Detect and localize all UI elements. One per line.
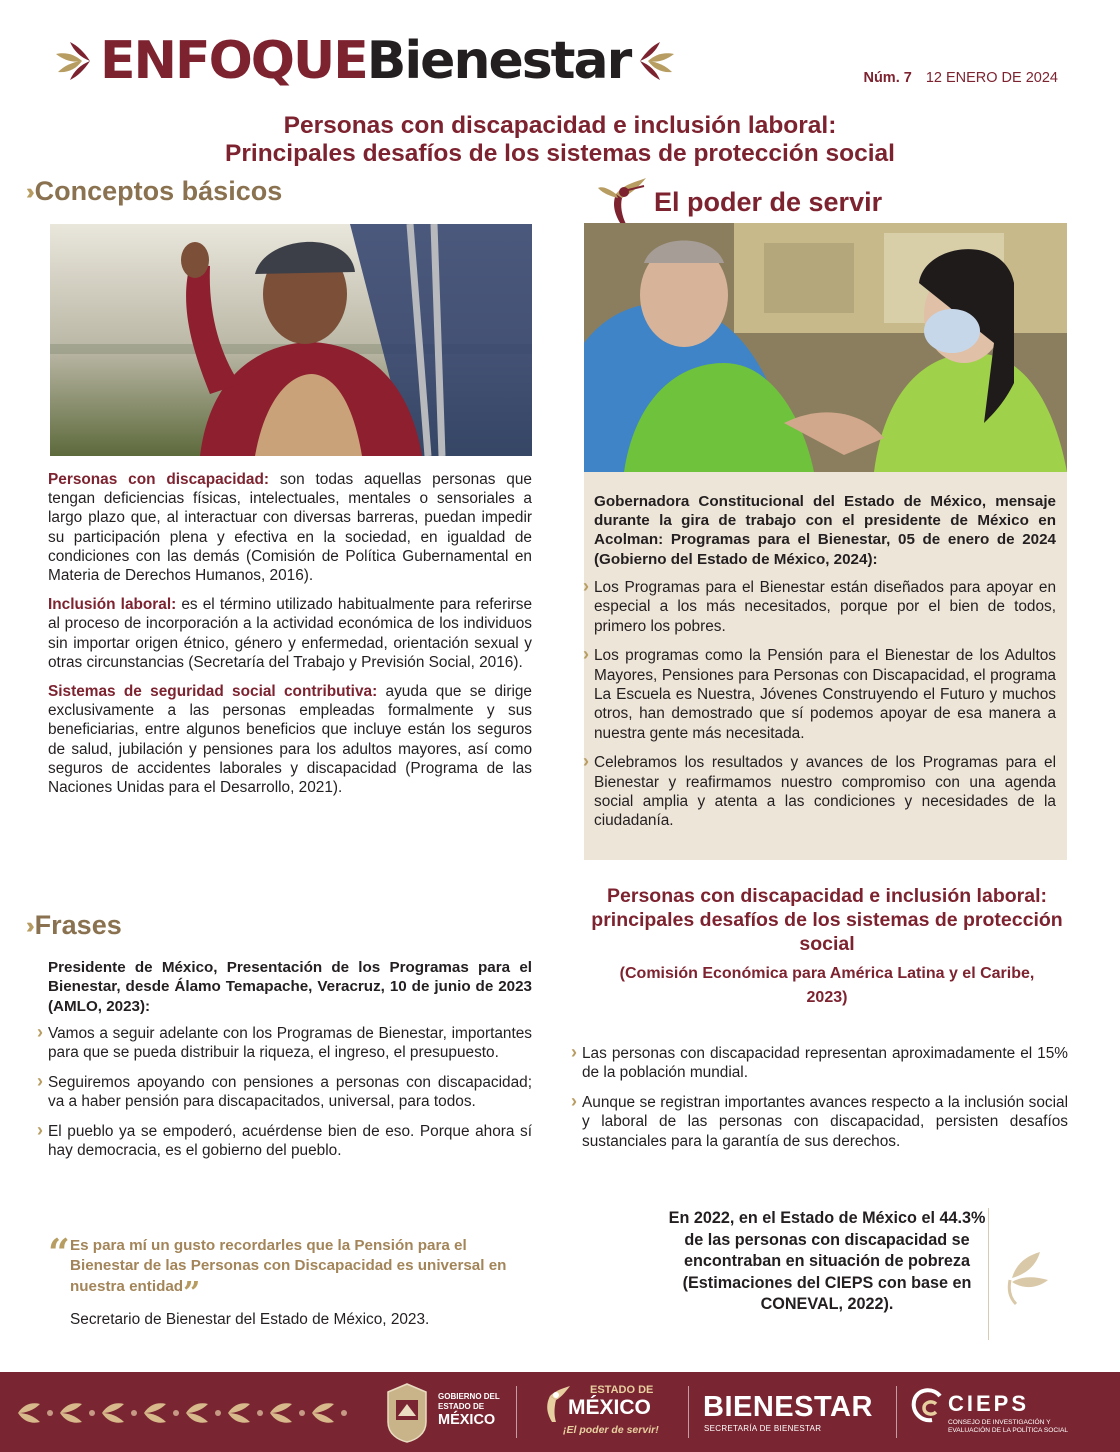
- quote-body: Es para mí un gusto recordarles que la Pensión para el Bienestar de las Personas con Discapacidad es universal en nuestra entidad: [70, 1237, 507, 1295]
- quote-author: Secretario de Bienestar del Estado de México, 2023.: [70, 1311, 430, 1328]
- heading-text: El poder de servir: [654, 186, 883, 217]
- poder-list: [584, 578, 1056, 841]
- close-quote-icon: ”: [183, 1275, 201, 1311]
- edomex-logo-top: ESTADO DE: [590, 1384, 654, 1396]
- heading-text: Frases: [34, 910, 122, 940]
- list-item: › Los Programas para el Bienestar están diseñados para apoyar en especial a los más necesitados, porque por el bien de todos, primero los pobres.: [584, 578, 1056, 636]
- leaf-ornament-left-icon: [52, 36, 96, 86]
- concept-item: [48, 683, 532, 796]
- masthead-title: ENFOQUEBienestar: [100, 31, 631, 91]
- heading-text: Conceptos básicos: [34, 176, 283, 206]
- issue-info: [863, 70, 1058, 86]
- leaf-ornament-icon: [1002, 1246, 1050, 1306]
- leaf-ornament-right-icon: [634, 36, 678, 86]
- concept-definition: son todas aquellas personas que tengan deficiencias físicas, intelectuales, mentales o sensoriales a largo plazo que, al interactuar con diversas barreras, puedan impedir su participación plena y efectiva en la sociedad, en igualdad de condiciones con las demás (Comisión de Política Gubernamental en Materia de Derechos Humanos, 2016).: [48, 471, 532, 585]
- concept-item: [48, 471, 532, 584]
- footer-bar: [0, 1372, 1120, 1452]
- concept-definition: ayuda que se dirige exclusivamente a las personas empleadas formalmente y sus beneficiarias, entre algunos beneficios que incluye están los seguros de salud, jubilación y pensiones para los adultos mayores, así como seguros de accidentes laborales y discapacidad (Programa de las Naciones Unidas para el Desarrollo, 2021).: [48, 683, 532, 797]
- divider: [688, 1386, 689, 1438]
- gob-line: ESTADO DE: [438, 1402, 485, 1411]
- cepal-title: Personas con discapacidad e inclusión laboral: principales desafíos de los sistemas de protección social: [591, 885, 1063, 955]
- photo-elderly-man-crutches: [50, 224, 532, 456]
- cieps-logo-icon: [910, 1386, 946, 1426]
- list-item: › Aunque se registran importantes avances respecto a la inclusión social y laboral de las personas con discapacidad, persisten desafíos sustanciales para la garantía de sus derechos.: [572, 1093, 1068, 1151]
- quote-text: [70, 1236, 518, 1311]
- concept-term: Sistemas de seguridad social contributiva:: [48, 683, 378, 701]
- state-coat-of-arms-icon: [384, 1382, 430, 1444]
- issue-number: Núm. 7: [863, 70, 912, 86]
- pull-quote: [48, 1230, 518, 1311]
- conceptos-text: [48, 470, 532, 797]
- photo-caregiver-with-man: [584, 223, 1067, 472]
- concept-definition: es el término utilizado habitualmente para referirse al proceso de incorporación a la actividad económica de los individuos sin importar origen étnico, género y enfermedad, orientación sexual y otras circunstancias (Secretaría del Trabajo y Previsión Social, 2016).: [48, 596, 533, 671]
- headline-line-1: Personas con discapacidad e inclusión laboral:: [283, 112, 837, 139]
- cepal-list: [572, 1044, 1068, 1161]
- gobierno-logo-text: [438, 1392, 500, 1428]
- masthead: [52, 26, 678, 96]
- divider: [896, 1386, 897, 1438]
- section-heading-frases: [26, 910, 122, 941]
- divider: [988, 1208, 989, 1340]
- concept-term: Inclusión laboral:: [48, 596, 177, 614]
- headline-line-2: Principales desafíos de los sistemas de protección social: [225, 140, 895, 167]
- gob-line: MÉXICO: [438, 1412, 496, 1428]
- bienestar-logo-subtitle: SECRETARÍA DE BIENESTAR: [704, 1424, 822, 1433]
- footer-ornament-icon: [10, 1396, 360, 1430]
- stat-callout: En 2022, en el Estado de México el 44.3% de las personas con discapacidad se encontraban en situación de pobreza (Estimaciones del CIEPS con base en CONEVAL, 2022).: [668, 1209, 986, 1314]
- chevron-icon: ››: [26, 912, 29, 938]
- hummingbird-logo-icon: [534, 1384, 572, 1424]
- bienestar-logo-text: BIENESTAR: [703, 1391, 873, 1423]
- list-item: › Las personas con discapacidad representan aproximadamente el 15% de la población mundial.: [572, 1044, 1068, 1083]
- list-item: › El pueblo ya se empoderó, acuérdense bien de eso. Porque ahora sí hay democracia, es el gobierno del pueblo.: [38, 1122, 532, 1161]
- poder-intro: Gobernadora Constitucional del Estado de México, mensaje durante la gira de trabajo con el presidente de México en Acolman: Programas para el Bienestar, 05 de enero de 2024 (Gobierno del Estado de México, 2024):: [594, 493, 1056, 568]
- edomex-logo-slogan: ¡El poder de servir!: [563, 1424, 659, 1436]
- cieps-logo-text: CIEPS: [948, 1391, 1030, 1416]
- list-item: › Vamos a seguir adelante con los Programas de Bienestar, importantes para que se pueda distribuir la riqueza, el ingreso, el presupuesto.: [38, 1024, 532, 1063]
- cepal-source: (Comisión Económica para América Latina y el Caribe, 2023): [619, 965, 1035, 1006]
- frases-list: [38, 1024, 532, 1170]
- hummingbird-icon: [596, 174, 648, 230]
- list-item: › Seguiremos apoyando con pensiones a personas con discapacidad; va a haber pensión para discapacitados, universal, para todos.: [38, 1073, 532, 1112]
- gob-line: GOBIERNO DEL: [438, 1392, 500, 1401]
- issue-date: 12 ENERO DE 2024: [925, 70, 1058, 86]
- page-headline: [0, 112, 1120, 168]
- divider: [516, 1386, 517, 1438]
- list-item: › Los programas como la Pensión para el Bienestar de los Adultos Mayores, Pensiones para Personas con Discapacidad, el programa La Escuela es Nuestra, Jóvenes Construyendo el Futuro y muchos otros, han demostrado que sí podemos apoyar de esa manera a nuestra gente más necesitada.: [584, 646, 1056, 743]
- list-item: › Celebramos los resultados y avances de los Programas para el Bienestar y reafirmamos nuestro compromiso con una agenda social amplia y atenta a las condiciones y necesidades de la ciudadanía.: [584, 753, 1056, 831]
- concept-term: Personas con discapacidad:: [48, 471, 269, 488]
- open-quote-icon: “: [48, 1230, 70, 1275]
- chevron-icon: ››: [26, 178, 29, 204]
- concept-item: [48, 596, 532, 671]
- section-heading-conceptos: [26, 176, 282, 207]
- frases-intro: Presidente de México, Presentación de los Programas para el Bienestar, desde Álamo Temapache, Veracruz, 10 de junio de 2023 (AMLO, 2023):: [48, 959, 532, 1015]
- section-heading-poder: [596, 174, 882, 230]
- edomex-logo-name: MÉXICO: [568, 1396, 651, 1419]
- cieps-logo-subtitle: CONSEJO DE INVESTIGACIÓN Y EVALUACIÓN DE LA POLÍTICA SOCIAL: [948, 1419, 1069, 1434]
